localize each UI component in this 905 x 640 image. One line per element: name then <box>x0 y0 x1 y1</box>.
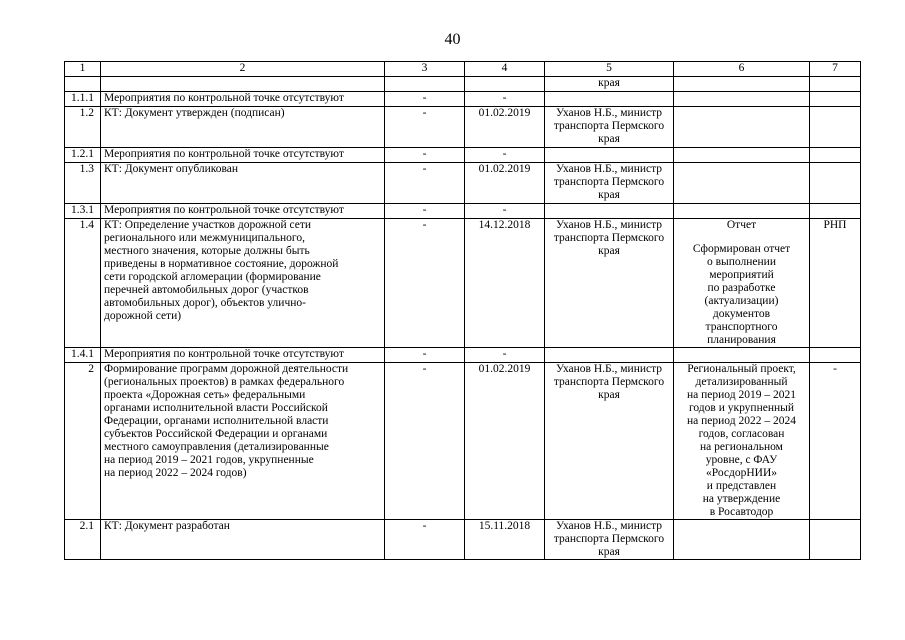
row-number-cell: 1.4.1 <box>65 348 101 363</box>
result-line: транспортного <box>705 321 778 333</box>
event-name-text: Мероприятия по контрольной точке отсутствуют <box>104 92 344 104</box>
start-date-cell: - <box>385 148 465 163</box>
event-name-text: КТ: Документ опубликован <box>104 163 239 175</box>
row-number-cell: 1.2.1 <box>65 148 101 163</box>
responsible-cell: Уханов Н.Б., министр транспорта Пермского края <box>545 163 674 204</box>
row-number-cell: 1.3.1 <box>65 204 101 219</box>
result-cell <box>674 107 810 148</box>
end-date-cell: 14.12.2018 <box>465 219 545 348</box>
result-line: (актуализации) <box>704 295 779 307</box>
result-line: детализированный <box>695 376 788 388</box>
event-name-text: Мероприятия по контрольной точке отсутствуют <box>104 204 344 216</box>
event-name-cell <box>101 348 385 363</box>
event-name-cell <box>101 107 385 148</box>
result-cell <box>674 520 810 560</box>
start-date-cell: - <box>385 219 465 348</box>
start-date-cell: - <box>385 107 465 148</box>
event-name-text: КТ: Документ разработан <box>104 520 230 532</box>
event-name-cell <box>101 363 385 520</box>
info-system-cell: РНП <box>810 219 861 348</box>
responsible-cell: Уханов Н.Б., министр транспорта Пермского края <box>545 219 674 348</box>
result-line: мероприятий <box>709 269 774 281</box>
result-line: планирования <box>707 334 776 346</box>
result-line: на региональном <box>700 441 783 453</box>
event-name-cell <box>101 204 385 219</box>
column-header: 2 <box>101 62 385 77</box>
start-date-cell: - <box>385 348 465 363</box>
responsible-cell <box>545 92 674 107</box>
plan-table <box>64 61 861 560</box>
event-name-cell <box>101 148 385 163</box>
table-row <box>65 363 861 520</box>
row-number-cell: 2 <box>65 363 101 520</box>
event-name-cell <box>101 163 385 204</box>
column-header: 4 <box>465 62 545 77</box>
result-line: Региональный проект, <box>687 363 796 375</box>
responsible-cell: Уханов Н.Б., министр транспорта Пермского края <box>545 107 674 148</box>
row-number-cell: 1.3 <box>65 163 101 204</box>
row-number-cell: 2.1 <box>65 520 101 560</box>
start-date-cell: - <box>385 520 465 560</box>
responsible-cell: края <box>545 77 674 92</box>
end-date-cell: - <box>465 92 545 107</box>
event-name-cell <box>101 219 385 348</box>
result-cell <box>674 204 810 219</box>
table-row <box>65 520 861 560</box>
continuation-row <box>65 77 861 92</box>
row-number-cell: 1.4 <box>65 219 101 348</box>
table-row <box>65 92 861 107</box>
table-row <box>65 219 861 348</box>
column-header: 6 <box>674 62 810 77</box>
info-system-cell <box>810 107 861 148</box>
page-number: 40 <box>444 31 461 48</box>
info-system-cell <box>810 348 861 363</box>
event-name-text: Формирование программ дорожной деятельности (региональных проектов) в рамках федерального проекта «Дорожная сеть» федеральными органами исполнительной власти Российской Федерации, органами исполнительной власти субъектов Российской Федерации и органами местного самоуправления (детализированные на период 2019 – 2021 годов, укрупненные на период 2022 – 2024 годов) <box>104 363 349 479</box>
result-line <box>677 232 806 243</box>
result-cell <box>674 163 810 204</box>
result-line: о выполнении <box>707 256 776 268</box>
result-line: Сформирован отчет <box>692 243 791 255</box>
result-line: Отчет <box>726 219 757 231</box>
info-system-cell: - <box>810 363 861 520</box>
column-header: 3 <box>385 62 465 77</box>
table-header-row <box>65 62 861 77</box>
row-number-cell: 1.2 <box>65 107 101 148</box>
info-system-cell <box>810 92 861 107</box>
result-line: в Росавтодор <box>709 506 774 518</box>
table-row <box>65 148 861 163</box>
start-date-cell: - <box>385 363 465 520</box>
table-row <box>65 348 861 363</box>
info-system-cell <box>810 163 861 204</box>
result-line: по разработке <box>707 282 776 294</box>
event-name-cell <box>101 520 385 560</box>
responsible-cell: Уханов Н.Б., министр транспорта Пермского края <box>545 520 674 560</box>
start-date-cell: - <box>385 163 465 204</box>
end-date-cell: 01.02.2019 <box>465 363 545 520</box>
column-header: 7 <box>810 62 861 77</box>
table-row <box>65 204 861 219</box>
result-line: годов, согласован <box>698 428 785 440</box>
event-name-text: Мероприятия по контрольной точке отсутствуют <box>104 148 344 160</box>
info-system-cell <box>810 204 861 219</box>
column-header: 1 <box>65 62 101 77</box>
result-line: «РосдорНИИ» <box>705 467 778 479</box>
result-line: на утверждение <box>702 493 781 505</box>
result-line: годов и укрупненный <box>688 402 795 414</box>
info-system-cell <box>810 520 861 560</box>
result-line: документов <box>712 308 771 320</box>
end-date-cell: 01.02.2019 <box>465 107 545 148</box>
end-date-cell: - <box>465 204 545 219</box>
responsible-cell: Уханов Н.Б., министр транспорта Пермского края <box>545 363 674 520</box>
info-system-cell <box>810 148 861 163</box>
result-line: уровне, с ФАУ <box>705 454 778 466</box>
event-name-text: Мероприятия по контрольной точке отсутствуют <box>104 348 344 360</box>
result-line: на период 2019 – 2021 <box>687 389 796 401</box>
event-name-cell <box>101 92 385 107</box>
end-date-cell: 15.11.2018 <box>465 520 545 560</box>
result-cell <box>674 219 810 348</box>
responsible-cell <box>545 204 674 219</box>
result-cell <box>674 92 810 107</box>
responsible-cell <box>545 148 674 163</box>
result-cell <box>674 363 810 520</box>
responsible-cell <box>545 348 674 363</box>
event-name-text: КТ: Документ утвержден (подписан) <box>104 107 285 119</box>
end-date-cell: - <box>465 148 545 163</box>
table-row <box>65 107 861 148</box>
result-line: на период 2022 – 2024 <box>687 415 796 427</box>
start-date-cell: - <box>385 204 465 219</box>
column-header: 5 <box>545 62 674 77</box>
result-line: и представлен <box>706 480 777 492</box>
result-cell <box>674 148 810 163</box>
end-date-cell: 01.02.2019 <box>465 163 545 204</box>
event-name-text: КТ: Определение участков дорожной сети регионального или межмуниципального, местного значения, которые должны быть приведены в нормативное состояние, дорожной сети городской агломерации (формирование перечней автомобильных дорог (участков автомобильных дорог), объектов улично- дорожной сети) <box>104 219 339 322</box>
result-cell <box>674 348 810 363</box>
end-date-cell: - <box>465 348 545 363</box>
start-date-cell: - <box>385 92 465 107</box>
row-number-cell: 1.1.1 <box>65 92 101 107</box>
table-row <box>65 163 861 204</box>
